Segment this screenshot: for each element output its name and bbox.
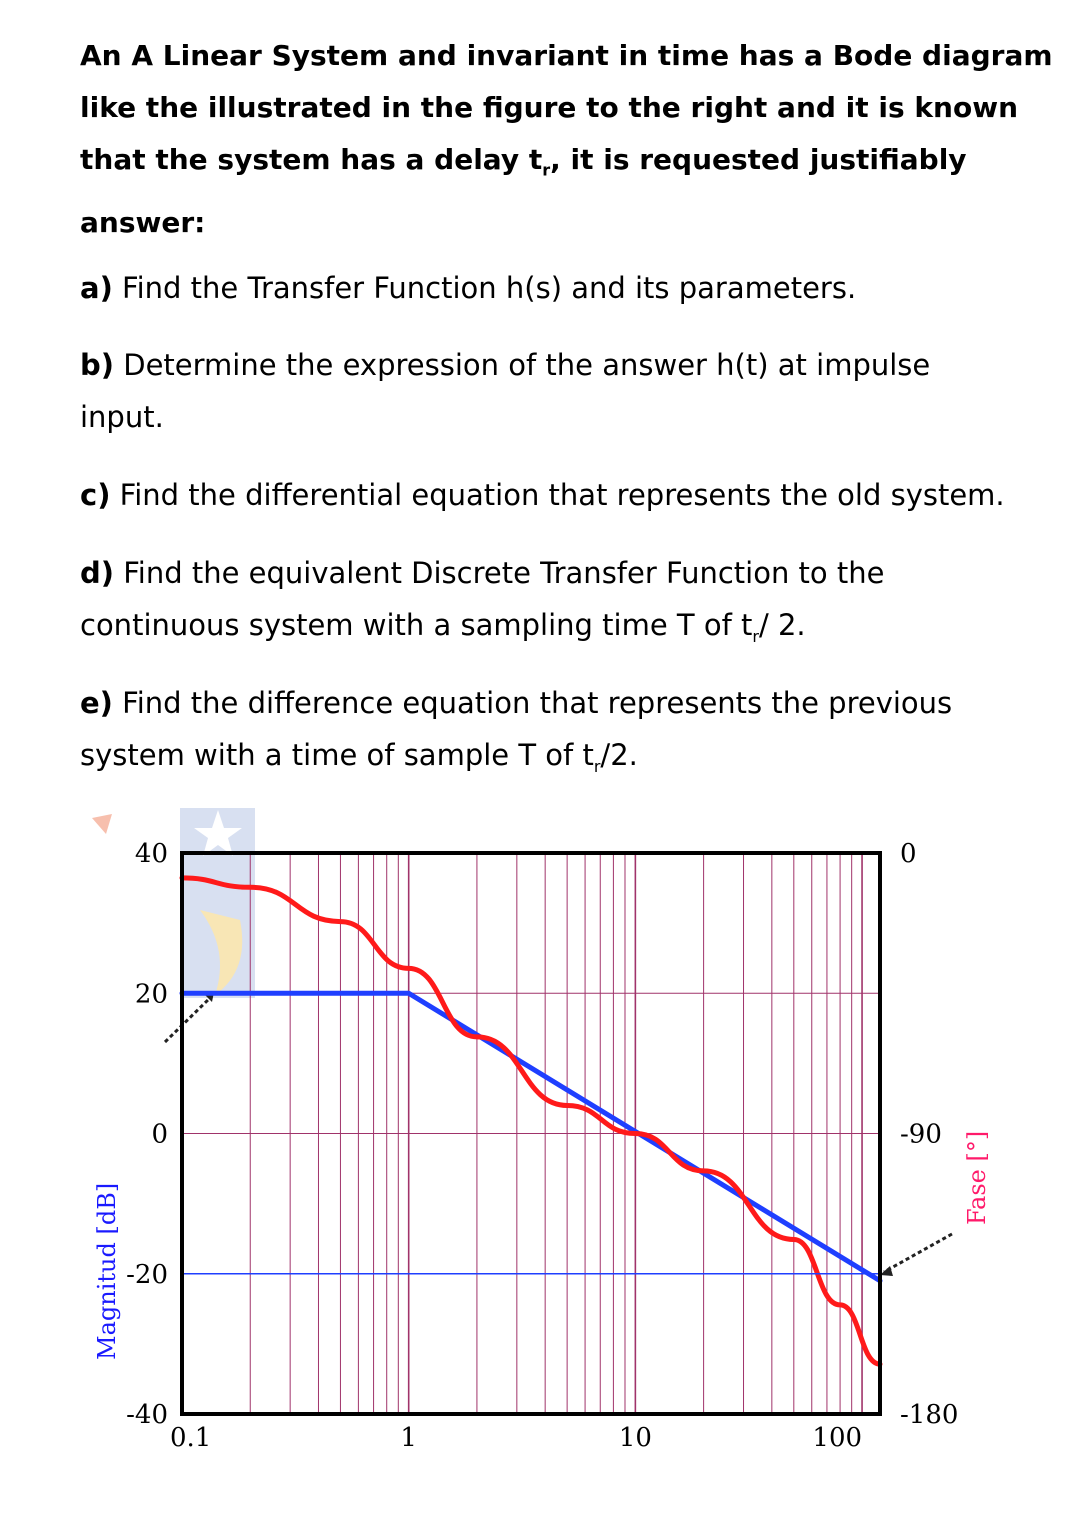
- delay-subscript: r: [542, 160, 551, 180]
- question-d: [80, 547, 1060, 663]
- question-d-text-2b: / 2.: [758, 608, 806, 642]
- y-tick-right: 0: [900, 839, 917, 869]
- problem-intro: [80, 30, 1053, 249]
- question-b: [80, 339, 1060, 443]
- watermark-logo: [92, 808, 255, 998]
- y-tick-left: 20: [134, 979, 168, 1010]
- bode-chart: [0, 800, 1080, 1524]
- question-e-text-2a: system with a time of sample T of t: [80, 738, 594, 772]
- intro-line-3: [80, 134, 1040, 197]
- question-e-subscript: r: [593, 756, 601, 776]
- question-e-letter: e): [80, 686, 113, 720]
- question-b-text-1: Determine the expression of the answer h(t) at impulse: [114, 348, 931, 382]
- x-tick: 100: [812, 1423, 863, 1453]
- question-c: [80, 469, 1060, 521]
- y-tick-left: 0: [151, 1119, 168, 1150]
- question-b-text-2: input.: [80, 400, 164, 434]
- question-a-text: Find the Transfer Function h(s) and its parameters.: [112, 271, 857, 305]
- question-b-letter: b): [80, 348, 115, 382]
- y-tick-right: -180: [900, 1400, 959, 1430]
- intro-line-4: answer:: [80, 205, 206, 239]
- intro-line-1: An A Linear System and invariant in time has a Bode diagram: [80, 39, 1053, 72]
- question-a-letter: a): [80, 271, 113, 305]
- question-d-text-2a: continuous system with a sampling time T of t: [80, 608, 753, 642]
- question-a: [80, 262, 1060, 314]
- intro-line-3-b: , it is requested justifiably: [550, 143, 967, 176]
- question-e-text-2b: /2.: [600, 738, 638, 772]
- chart-grid: [182, 853, 880, 1414]
- question-d-text-1: Find the equivalent Discrete Transfer Function to the: [114, 556, 885, 590]
- question-d-subscript: r: [752, 626, 759, 646]
- x-tick: 10: [618, 1423, 652, 1453]
- y-axis-label-right: Fase [°]: [963, 1130, 991, 1225]
- question-d-letter: d): [80, 556, 115, 590]
- x-tick: 1: [400, 1423, 417, 1453]
- question-c-text: Find the differential equation that represents the old system.: [110, 478, 1005, 512]
- x-tick: 0.1: [170, 1423, 212, 1453]
- intro-line-2: like the illustrated in the figure to the right and it is known: [80, 91, 1019, 124]
- y-tick-right: -90: [900, 1119, 942, 1150]
- series-phase: [182, 878, 880, 1364]
- question-e-text-1: Find the difference equation that represents the previous: [112, 686, 953, 720]
- y-axis-label-left: Magnitud [dB]: [93, 1182, 121, 1360]
- y-tick-left: -40: [126, 1400, 168, 1430]
- bode-figure: [0, 800, 1080, 1524]
- series-magnitude-asymptote: [182, 993, 880, 1281]
- chart-series: [182, 878, 880, 1364]
- intro-line-3-a: that the system has a delay t: [80, 143, 543, 176]
- y-tick-left: -20: [126, 1259, 168, 1290]
- y-tick-left: 40: [134, 839, 168, 869]
- question-c-letter: c): [80, 478, 111, 512]
- question-e: [80, 677, 1060, 793]
